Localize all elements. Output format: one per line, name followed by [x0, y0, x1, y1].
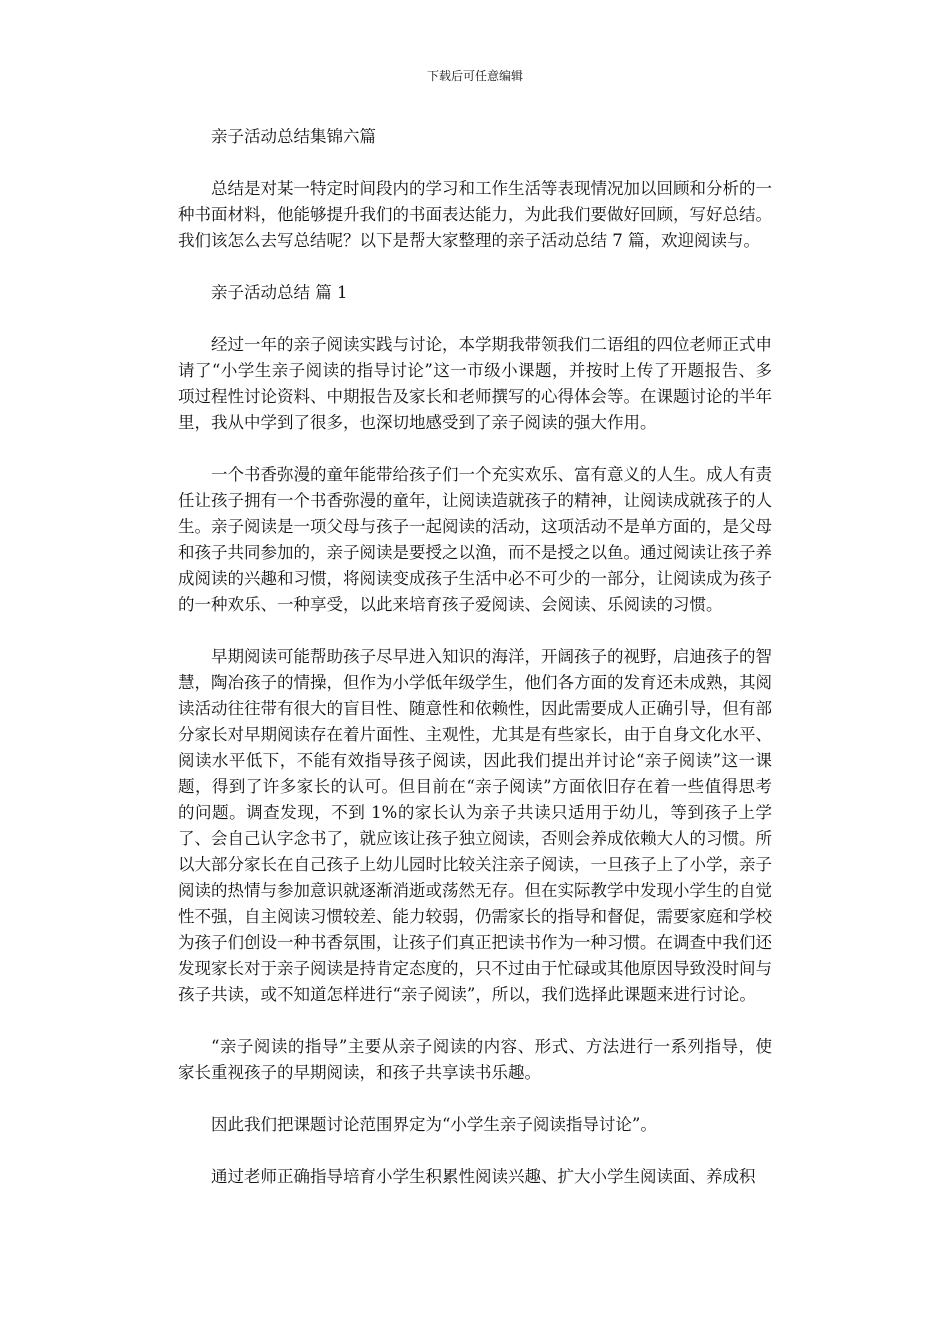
document-body: [178, 124, 772, 1216]
body-paragraph: 一个书香弥漫的童年能带给孩子们一个充实欢乐、富有意义的人生。成人有责任让孩子拥有一个书香弥漫的童年，让阅读造就孩子的精神，让阅读成就孩子的人生。亲子阅读是一项父母与孩子一起阅读的活动，这项活动不是单方面的，是父母和孩子共同参加的，亲子阅读是要授之以渔，而不是授之以鱼。通过阅读让孩子养成阅读的兴趣和习惯，将阅读变成孩子生活中必不可少的一部分，让阅读成为孩子的一种欢乐、一种享受，以此来培育孩子爱阅读、会阅读、乐阅读的习惯。: [178, 465, 772, 614]
body-paragraph: 通过老师正确指导培育小学生积累性阅读兴趣、扩大小学生阅读面、养成积: [211, 1167, 756, 1186]
body-paragraph: “亲子阅读的指导”主要从亲子阅读的内容、形式、方法进行一系列指导，使家长重视孩子的早期阅读，和孩子共享读书乐趣。: [178, 1037, 772, 1082]
body-paragraph: 因此我们把课题讨论范围界定为“小学生亲子阅读指导讨论”。: [211, 1115, 657, 1134]
section-heading: 亲子活动总结 篇 1: [211, 283, 348, 302]
body-paragraph: 经过一年的亲子阅读实践与讨论，本学期我带领我们二语组的四位老师正式申请了“小学生亲子阅读的指导讨论”这一市级小课题，并按时上传了开题报告、多项过程性讨论资料、中期报告及家长和老师撰写的心得体会等。在课题讨论的半年里，我从中学到了很多，也深切地感受到了亲子阅读的强大作用。: [178, 335, 772, 432]
header-note: 下载后可任意编辑: [426, 69, 523, 83]
intro-paragraph: 总结是对某一特定时间段内的学习和工作生活等表现情况加以回顾和分析的一种书面材料，他能够提升我们的书面表达能力，为此我们要做好回顾，写好总结。我们该怎么去写总结呢？以下是帮大家整理的亲子活动总结 7 篇，欢迎阅读与。: [178, 179, 772, 250]
document-title: 亲子活动总结集锦六篇: [211, 127, 376, 146]
body-paragraph: 早期阅读可能帮助孩子尽早进入知识的海洋，开阔孩子的视野，启迪孩子的智慧，陶冶孩子的情操，但作为小学低年级学生，他们各方面的发育还未成熟，其阅读活动往往带有很大的盲目性、随意性和依赖性，因此需要成人正确引导，但有部分家长对早期阅读存在着片面性、主观性，尤其是有些家长，由于自身文化水平、阅读水平低下，不能有效指导孩子阅读，因此我们提出并讨论“亲子阅读”这一课题，得到了许多家长的认可。但目前在“亲子阅读”方面依旧存在着一些值得思考的问题。调查发现，不到 1%的家长认为亲子共读只适用于幼儿，等到孩子上学了、会自己认字念书了，就应该让孩子独立阅读，否则会养成依赖大人的习惯。所以大部分家长在自己孩子上幼儿园时比较关注亲子阅读，一旦孩子上了小学，亲子阅读的热情与参加意识就逐渐消逝或荡然无存。但在实际教学中发现小学生的自觉性不强，自主阅读习惯较差、能力较弱，仍需家长的指导和督促，需要家庭和学校为孩子们创设一种书香氛围，让孩子们真正把读书作为一种习惯。在调查中我们还发现家长对于亲子阅读是持肯定态度的，只不过由于忙碌或其他原因导致没时间与孩子共读，或不知道怎样进行“亲子阅读”，所以，我们选择此课题来进行讨论。: [178, 647, 772, 1004]
